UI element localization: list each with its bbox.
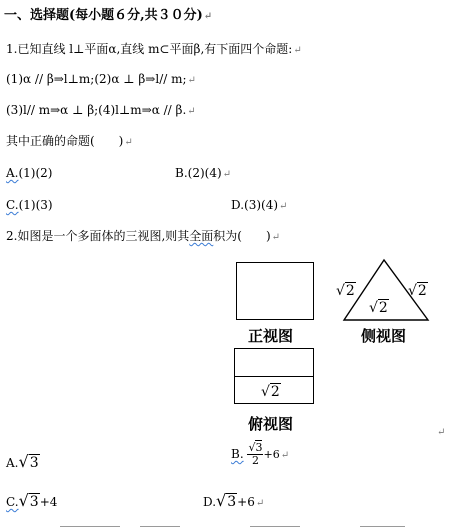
front-view-rectangle <box>236 262 314 320</box>
q2-option-d: D.√3+6↵ <box>203 491 265 510</box>
q1-option-c: C.(1)(3) <box>6 198 53 212</box>
cut-off-next-line <box>0 522 457 530</box>
q1-option-a: A.(1)(2) <box>6 166 53 180</box>
side-view-right-edge-label: √2 <box>408 283 427 299</box>
q1-option-b: B.(2)(4)↵ <box>175 166 232 180</box>
side-view-label: 侧视图 <box>361 327 407 345</box>
figure-para-mark: ↵ <box>437 427 446 438</box>
side-view-left-edge-label: √2 <box>336 283 355 299</box>
q2-option-b-fraction: $\frac{√3}{2}$ <box>248 441 263 467</box>
q1-option-d: D.(3)(4)↵ <box>231 198 288 212</box>
q1-stem: 1.已知直线 l⊥平面α,直线 m⊂平面β,有下面四个命题:↵ <box>6 42 302 56</box>
q2-stem: 2.如图是一个多面体的三视图,则其全面积为( )↵ <box>6 229 281 243</box>
top-view-label: 俯视图 <box>248 415 294 433</box>
q2-option-b: B. $\frac{√3}{2}$ +6↵ <box>231 441 290 467</box>
q1-propositions-3-4: (3)l// m⇒α ⊥ β;(4)l⊥m⇒α // β.↵ <box>6 103 196 117</box>
section-title: 一、选择题(每小题６分,共３０分)↵ <box>4 8 213 23</box>
q1-propositions-1-2: (1)α // β⇒l⊥m;(2)α ⊥ β⇒l// m;↵ <box>6 72 196 86</box>
q1-ask: 其中正确的命题( )↵ <box>6 134 133 148</box>
top-view-divider <box>234 376 314 377</box>
side-view-base-label: √2 <box>369 300 388 316</box>
top-view-inner-label: √2 <box>261 384 280 400</box>
q2-option-c: C.√3+4 <box>6 491 58 510</box>
front-view-label: 正视图 <box>248 327 294 345</box>
q2-option-a: A.√3 <box>6 452 39 471</box>
